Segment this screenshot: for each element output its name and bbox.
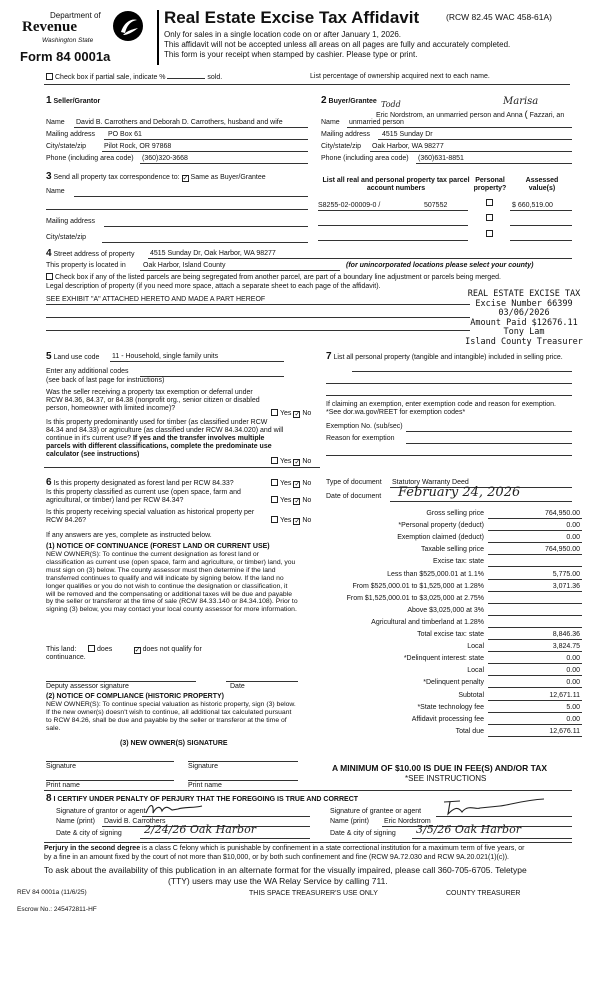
access-line2: (TTY) users may use the WA Relay Service by calling 711. xyxy=(168,876,388,886)
tax-row-line xyxy=(488,663,582,664)
tax-row-line xyxy=(488,566,582,567)
tax-row-value[interactable]: 0.00 xyxy=(566,679,580,686)
form-number: Form 84 0001a xyxy=(20,49,111,64)
forest-q1-yes[interactable] xyxy=(271,479,278,486)
tax-row-line xyxy=(488,651,582,652)
forest-q3-answer: Yes ✓ No xyxy=(271,516,311,525)
seller-city[interactable]: Pilot Rock, OR 97868 xyxy=(104,143,172,150)
street-row: 4 Street address of property xyxy=(46,248,135,259)
personal-col-header: Personal property? xyxy=(473,177,507,193)
forest-q2-no[interactable]: ✓ xyxy=(294,498,301,505)
buyer-handwritten-todd: Todd xyxy=(381,100,401,109)
ownership-note: List percentage of ownership acquired next to each name. xyxy=(310,73,490,80)
stamp-line2: Excise Number 66399 xyxy=(475,298,573,309)
tax-row-label: *Delinquent penalty xyxy=(423,679,484,686)
minimum-due-note: A MINIMUM OF $10.00 IS DUE IN FEE(S) AND/OR TAX xyxy=(332,763,548,773)
personal-property-checkbox-3[interactable] xyxy=(486,230,493,237)
tax-row-label: *State technology fee xyxy=(417,704,484,711)
q2-answer: Yes ✓ No xyxy=(271,457,311,466)
grantee-date-label: Date & city of signing xyxy=(330,830,396,837)
personal-property-checkbox-2[interactable] xyxy=(486,214,493,221)
reason-label: Reason for exemption xyxy=(326,435,395,442)
seller-phone[interactable]: (360)320-3668 xyxy=(142,155,188,162)
dept-line1: Department of xyxy=(50,11,101,20)
rule xyxy=(44,84,570,85)
tax-row-line xyxy=(488,615,582,616)
tax-row-label: *Personal property (deduct) xyxy=(398,522,484,529)
tax-row-line xyxy=(488,639,582,640)
tax-row-line xyxy=(488,518,582,519)
grantor-print-label: Name (print) xyxy=(56,818,95,825)
continuance-label: continuance. xyxy=(46,654,86,661)
tax-row-label: Total due xyxy=(455,728,484,735)
tax-row-value[interactable]: 0.00 xyxy=(566,534,580,541)
stamp-line6: Island County Treasurer xyxy=(465,336,583,347)
partial-sale-row: Check box if partial sale, indicate % sold. xyxy=(46,73,222,82)
forest-q2: Is this property classified as current use (open space, farm and agricultural, or timber) land per RCW 84.34? xyxy=(46,489,241,505)
seller-phone-label: Phone (including area code) xyxy=(46,155,134,162)
correspondence-heading: 3 Send all property tax correspondence to: ✓ Same as Buyer/Grantee xyxy=(46,171,266,182)
dor-swoosh-icon xyxy=(112,10,144,42)
tax-row-label: Gross selling price xyxy=(426,510,484,517)
deputy-sig-label: Deputy assessor signature xyxy=(46,683,129,690)
street-address[interactable]: 4515 Sunday Dr, Oak Harbor, WA 98277 xyxy=(150,250,276,257)
q2-yes-checkbox[interactable] xyxy=(271,457,278,464)
grantee-print-label: Name (print) xyxy=(330,818,369,825)
buyer-phone[interactable]: (360)631-8851 xyxy=(418,155,464,162)
stamp-line5: Tony Lam xyxy=(503,327,545,337)
stamp-line3: 03/06/2026 xyxy=(498,308,550,318)
grantor-date-label: Date & city of signing xyxy=(56,830,122,837)
seller-mailing[interactable]: PO Box 61 xyxy=(108,131,142,138)
dor-logo xyxy=(20,10,148,46)
certify-heading: 8 I CERTIFY UNDER PENALTY OF PERJURY THAT THE FOREGOING IS TRUE AND CORRECT xyxy=(46,793,359,804)
notice3-title: (3) NEW OWNER(S) SIGNATURE xyxy=(120,740,228,747)
tax-row-line xyxy=(488,579,582,580)
tax-row-line xyxy=(488,530,582,531)
tax-row-line xyxy=(488,724,582,725)
perjury-line2: by a fine in an amount fixed by the court of not more than $10,000, or by both such confinement and fine (RCW 9A.72.030 and RCW 9A.20.021(1)(c)). xyxy=(44,854,509,861)
tax-row-line xyxy=(488,603,582,604)
timber-question: Is this property predominantly used for timber (as classified under RCW 84.34 and 84.33) or agriculture (as classified under RCW 84.34.020) and will continue in it's current use? If yes and the transfer involves multiple parcels with different classifications, complete the predominate use calculator (see instructions) xyxy=(46,419,284,459)
stamp-line4: Amount Paid $12676.11 xyxy=(470,317,578,328)
grantor-signature xyxy=(144,801,204,817)
buyer-name-line2[interactable]: unmarried person xyxy=(349,119,404,126)
segregated-row: Check box if any of the listed parcels are being segregated from another parcel, are part of a boundary line adjustment or parcels being merged. xyxy=(46,273,501,282)
buyer-mailing-label: Mailing address xyxy=(321,131,371,138)
treasurer-only: THIS SPACE TREASURER'S USE ONLY xyxy=(249,890,378,897)
header-line1: Only for sales in a single location code on or after January 1, 2026. xyxy=(164,30,402,39)
tax-row-label: Excise tax: state xyxy=(433,558,484,565)
escrow-row: Escrow No.: 245472811-HF xyxy=(17,906,97,913)
land-does-checkbox[interactable] xyxy=(88,645,95,652)
header-line2: This affidavit will not be accepted unless all areas on all pages are fully and accurately completed. xyxy=(164,40,511,49)
owner-sig-label-1: Signature xyxy=(46,763,76,770)
tax-row-value[interactable]: 12,671.11 xyxy=(549,692,580,699)
q1-no-checkbox[interactable]: ✓ xyxy=(294,411,301,418)
exemption-no-label: Exemption No. (sub/sec) xyxy=(326,423,403,430)
forest-q3-yes[interactable] xyxy=(271,516,278,523)
additional-codes-sub: (see back of last page for instructions) xyxy=(46,377,165,384)
dept-name: Revenue xyxy=(22,19,77,35)
doc-date-label: Date of document xyxy=(326,493,382,500)
tax-row-label: Subtotal xyxy=(458,692,484,699)
exemption-intro: If claiming an exemption, enter exemption code and reason for exemption. *See dor.wa.gov/REET for exemption codes* xyxy=(326,401,556,417)
buyer-city[interactable]: Oak Harbor, WA 98277 xyxy=(372,143,444,150)
tax-row-line xyxy=(488,700,582,701)
grantor-sig-label: Signature of grantor or agent xyxy=(56,808,146,815)
land-does-not-checkbox[interactable]: ✓ xyxy=(134,647,141,654)
forest-q2-answer: Yes ✓ No xyxy=(271,496,311,505)
tax-row-line xyxy=(488,736,582,737)
tax-row-label: Affidavit processing fee xyxy=(411,716,484,723)
tax-row-line xyxy=(488,712,582,713)
treasurer-stamp xyxy=(464,290,584,347)
located-value[interactable]: Oak Harbor, Island County xyxy=(143,262,226,269)
tax-row-value[interactable]: 0.00 xyxy=(566,667,580,674)
see-instructions: *SEE INSTRUCTIONS xyxy=(405,774,487,783)
header-divider xyxy=(157,10,159,65)
seller-name-label: Name xyxy=(46,119,65,126)
tax-row-value[interactable]: 0.00 xyxy=(566,716,580,723)
tax-row-line xyxy=(488,542,582,543)
seller-mailing-label: Mailing address xyxy=(46,131,96,138)
owner-sig-label-2: Signature xyxy=(188,763,218,770)
buyer-mailing[interactable]: 4515 Sunday Dr xyxy=(382,131,433,138)
deputy-date-label: Date xyxy=(230,683,245,690)
if-yes-note: If any answers are yes, complete as instructed below. xyxy=(46,532,212,539)
tax-row-line xyxy=(488,554,582,555)
grantee-signature xyxy=(440,796,550,818)
personal-property-checkbox-1[interactable] xyxy=(486,199,493,206)
buyer-handwritten-marisa: Marisa xyxy=(503,96,539,107)
tax-row-label: Above $3,025,000 at 3% xyxy=(407,607,484,614)
buyer-city-label: City/state/zip xyxy=(321,143,362,150)
perjury-line1: Perjury in the second degree is a class C felony which is punishable by confinement in a state correctional institution for a maximum term of five years, or xyxy=(44,845,525,852)
this-land-row: This land: does ✓ does not qualify for xyxy=(46,646,202,654)
legal-desc-value[interactable]: SEE EXHIBIT "A" ATTACHED HERETO AND MADE A PART HEREOF xyxy=(46,296,266,303)
form-title: Real Estate Excise Tax Affidavit xyxy=(164,8,420,27)
personal-property-label: 7 List all personal property (tangible and intangible) included in selling price. xyxy=(326,351,563,362)
notice1-title: (1) NOTICE OF CONTINUANCE (FOREST LAND OR CURRENT USE) xyxy=(46,543,270,550)
tax-row-label: Total excise tax: state xyxy=(417,631,484,638)
forest-q1: 6 Is this property designated as forest land per RCW 84.33? xyxy=(46,477,234,488)
assessed-col-header: Assessed value(s) xyxy=(525,177,559,193)
q2-no-checkbox[interactable]: ✓ xyxy=(294,459,301,466)
same-as-buyer-checkbox[interactable]: ✓ xyxy=(182,175,189,182)
assessed-value[interactable]: $ 660,519.00 xyxy=(512,202,553,209)
owner-print-label-2: Print name xyxy=(188,782,222,789)
tax-row-value[interactable]: 3,071.36 xyxy=(552,583,580,590)
forest-q1-no[interactable]: ✓ xyxy=(294,481,301,488)
header-line3: This form is your receipt when stamped by cashier. Please type or print. xyxy=(164,50,418,59)
grantee-name[interactable]: Eric Nordstrom xyxy=(384,818,431,825)
tax-row-label: From $525,000.01 to $1,525,000 at 1.28% xyxy=(352,583,484,590)
additional-codes-label: Enter any additional codes xyxy=(46,368,129,375)
tax-row-line xyxy=(488,627,582,628)
parcel-number-a[interactable]: S8255-02-00009-0 / xyxy=(318,202,381,209)
county-treasurer: COUNTY TREASURER xyxy=(446,890,521,897)
doc-type-label: Type of document xyxy=(326,479,382,486)
forest-q1-answer: Yes ✓ No xyxy=(271,479,311,488)
tax-row-value[interactable]: 0.00 xyxy=(566,655,580,662)
grantee-sig-label: Signature of grantee or agent xyxy=(330,808,422,815)
tax-row-label: *Delinquent interest: state xyxy=(403,655,484,662)
forest-q2-yes[interactable] xyxy=(271,496,278,503)
parcel-col-header: List all real and personal property tax parcel account numbers xyxy=(322,177,470,193)
forest-q3: Is this property receiving special valuation as historical property per RCW 84.26? xyxy=(46,509,255,525)
tax-row-value[interactable]: 5.00 xyxy=(566,704,580,711)
doc-type[interactable]: Statutory Warranty Deed xyxy=(392,479,469,486)
tax-row-value[interactable]: 5,775.00 xyxy=(552,571,580,578)
grantor-date-city[interactable]: 2/24/26 Oak Harbor xyxy=(144,823,256,836)
notice2-title: (2) NOTICE OF COMPLIANCE (HISTORIC PROPERTY) xyxy=(46,693,224,700)
access-line1: To ask about the availability of this publication in an alternate format for the visually impaired, please call 360-705-6705. Teletype xyxy=(44,865,527,875)
stamp-line1: REAL ESTATE EXCISE TAX xyxy=(467,289,581,299)
corr-city-label: City/state/zip xyxy=(46,234,87,241)
segregated-checkbox[interactable] xyxy=(46,273,53,280)
buyer-name-line1[interactable]: Eric Nordstrom, an unmarried person and Anna ( Fazzari, an xyxy=(376,109,565,119)
tax-row-line xyxy=(488,675,582,676)
seller-city-label: City/state/zip xyxy=(46,143,87,150)
tax-row-label: Local xyxy=(467,667,484,674)
tax-row-label: Less than $525,000.01 at 1.1% xyxy=(387,571,484,578)
seller-name[interactable]: David B. Carrothers and Deborah D. Carrothers, husband and wife xyxy=(76,119,283,126)
forest-q3-no[interactable]: ✓ xyxy=(294,518,301,525)
buyer-phone-label: Phone (including area code) xyxy=(321,155,409,162)
corr-mailing-label: Mailing address xyxy=(46,218,96,225)
corr-name-label: Name xyxy=(46,188,65,195)
parcel-number-b[interactable]: 507552 xyxy=(424,202,448,209)
tax-row-line xyxy=(488,591,582,592)
land-use-row: 5 Land use code xyxy=(46,351,100,362)
tax-row-value[interactable]: 12,676.11 xyxy=(549,728,580,735)
tax-row-label: Local xyxy=(467,643,484,650)
unincorporated-note: (for unincorporated locations please select your county) xyxy=(346,262,534,269)
land-use-value[interactable]: 11 - Household, single family units xyxy=(112,353,219,360)
statute: (RCW 82.45 WAC 458-61A) xyxy=(446,12,552,22)
notice1-body: NEW OWNER(S): To continue the current designation as forest land or classification as current use (open space, farm and agriculture, or timber) land, you must sign on (3) below. The county assessor must then determine if the land transferred continues to qualify and will indicate by signing below. If the land no longer qualifies or you do not wish to continue the designation or classification, it will be removed and the compensating or additional taxes will be due and payable by the seller or transferor at the time of sale (RCW 84.33.140 or 84.34.108). Prior to signing (3) below, you may contact your local county assessor for more information. xyxy=(46,551,298,614)
tax-row-value[interactable]: 0.00 xyxy=(566,522,580,529)
exemption-deferral-question: Was the seller receiving a property tax exemption or deferral under RCW 84.36, 84.37, or 84.38 (nonprofit org., senior citizen or disabled person, homeowner with limited income)? xyxy=(46,389,260,413)
doc-date[interactable]: February 24, 2026 xyxy=(398,485,521,500)
tax-row-label: Exemption claimed (deduct) xyxy=(397,534,484,541)
grantee-date-city[interactable]: 3/5/26 Oak Harbor xyxy=(416,823,521,836)
notice2-body: NEW OWNER(S): To continue special valuation as historic property, sign (3) below. If the new owner(s) doesn't wish to continue, all additional tax calculated pursuant to RCW 84.26, shall be due and payable by the seller or transferor at the time of sale. xyxy=(46,701,296,732)
grantor-name[interactable]: David B. Carrothers xyxy=(104,818,166,825)
rev-number: REV 84 0001a (11/6/25) xyxy=(17,889,87,896)
tax-row-label: From $1,525,000.01 to $3,025,000 at 2.75% xyxy=(346,595,484,602)
located-label: This property is located in xyxy=(46,262,126,269)
dept-state: Washington State xyxy=(42,37,94,44)
tax-row-value[interactable]: 3,824.75 xyxy=(552,643,580,650)
tax-row-value[interactable]: 764,950.00 xyxy=(544,546,580,553)
partial-sale-checkbox[interactable] xyxy=(46,73,53,80)
buyer-heading: 2 Buyer/Grantee xyxy=(321,95,377,106)
tax-row-label: Taxable selling price xyxy=(420,546,484,553)
legal-desc-label: Legal description of property (if you need more space, attach a separate sheet to each page of the affidavit). xyxy=(46,283,381,290)
owner-print-label-1: Print name xyxy=(46,782,80,789)
tax-row-value[interactable]: 8,846.36 xyxy=(552,631,580,638)
q1-yes-checkbox[interactable] xyxy=(271,409,278,416)
tax-row-label: Agricultural and timberland at 1.28% xyxy=(371,619,484,626)
buyer-name-label: Name xyxy=(321,119,340,126)
tax-row-value[interactable]: 764,950.00 xyxy=(544,510,580,517)
tax-row-line xyxy=(488,687,582,688)
q1-answer: Yes ✓ No xyxy=(271,409,311,418)
seller-heading: 1 Seller/Grantor xyxy=(46,95,101,106)
